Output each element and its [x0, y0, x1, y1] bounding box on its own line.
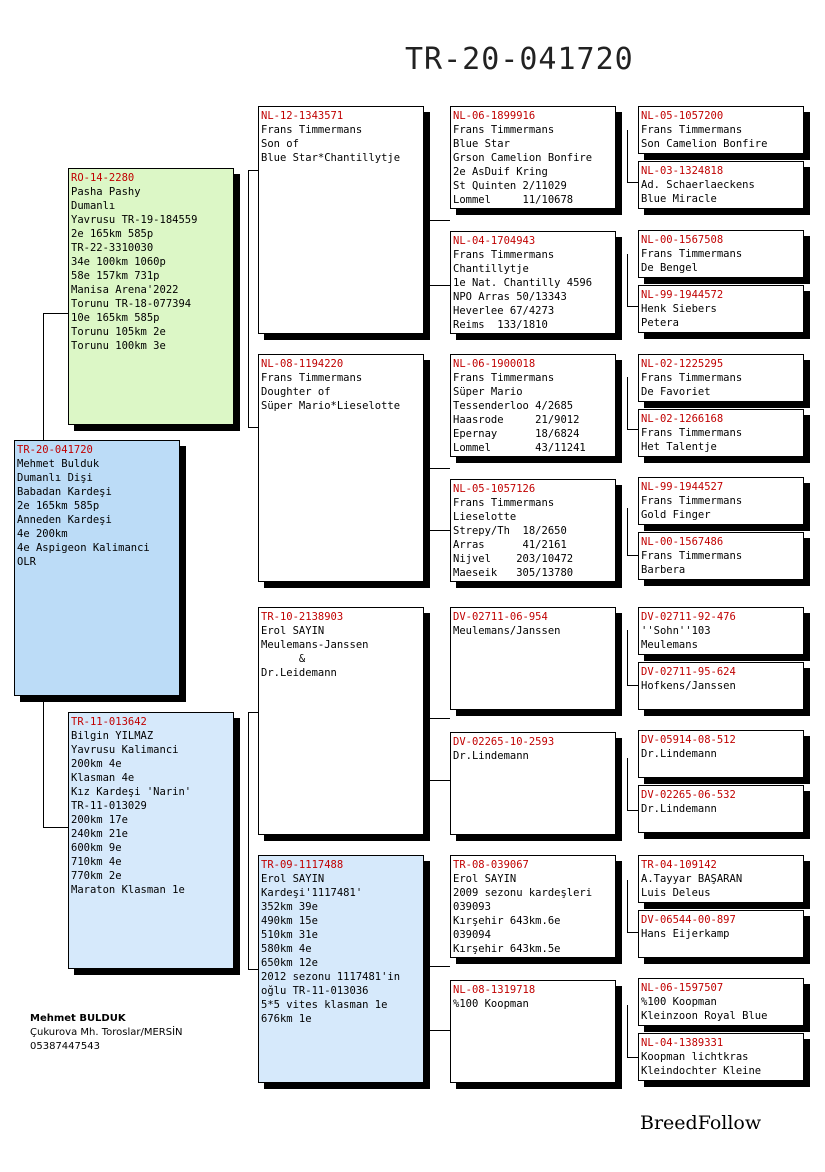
- pedigree-box-sire-sire: NL-12-1343571 Frans Timmermans Son of Blue Star*Chantillytje: [258, 106, 424, 334]
- ring-number: TR-10-2138903: [261, 611, 344, 623]
- ring-number: TR-04-109142: [641, 859, 717, 871]
- pedigree-box-g16: NL-04-1389331 Koopman lichtkras Kleindochter Kleine: [638, 1033, 804, 1081]
- pedigree-box-g4: NL-99-1944572 Henk Siebers Petera: [638, 285, 804, 333]
- ring-number: DV-02711-06-954: [453, 611, 548, 623]
- ring-number: NL-00-1567508: [641, 234, 724, 246]
- pedigree-box-dsd: DV-02265-10-2593 Dr.Lindemann: [450, 732, 616, 835]
- ring-number: NL-06-1900018: [453, 358, 536, 370]
- ring-number: NL-04-1389331: [641, 1037, 724, 1049]
- pedigree-box-sire-dam: NL-08-1194220 Frans Timmermans Doughter of Süper Mario*Lieselotte: [258, 354, 424, 582]
- pedigree-box-g9: DV-02711-92-476 ''Sohn''103 Meulemans: [638, 607, 804, 655]
- pedigree-box-g10: DV-02711-95-624 Hofkens/Janssen: [638, 662, 804, 710]
- pedigree-box-ddd: NL-08-1319718 %100 Koopman: [450, 980, 616, 1083]
- owner-address: Çukurova Mh. Toroslar/MERSİN: [30, 1027, 183, 1038]
- ring-number: NL-99-1944572: [641, 289, 724, 301]
- owner-info: [30, 1012, 183, 1054]
- ring-number: NL-04-1704943: [453, 235, 536, 247]
- pedigree-box-sss: NL-06-1899916 Frans Timmermans Blue Star Grson Camelion Bonfire 2e AsDuif Kring St Quinten 2/11029 Lommel 11/10678: [450, 106, 616, 209]
- pedigree-box-dam: TR-11-013642 Bilgin YILMAZ Yavrusu Kalimanci 200km 4e Klasman 4e Kız Kardeşi 'Narin' TR-11-013029 200km 17e 240km 21e 600km 9e 710km 4e 770km 2e Maraton Klasman 1e: [68, 712, 234, 969]
- pedigree-box-g7: NL-99-1944527 Frans Timmermans Gold Finger: [638, 477, 804, 525]
- ring-number: TR-20-041720: [17, 444, 93, 456]
- pedigree-box-g1: NL-05-1057200 Frans Timmermans Son Camelion Bonfire: [638, 106, 804, 154]
- ring-number: TR-08-039067: [453, 859, 529, 871]
- ring-number: NL-12-1343571: [261, 110, 344, 122]
- ring-number: DV-02265-10-2593: [453, 736, 555, 748]
- owner-name: Mehmet BULDUK: [30, 1013, 126, 1024]
- pedigree-box-dam-dam: TR-09-1117488 Erol SAYIN Kardeşi'1117481' 352km 39e 490km 15e 510km 31e 580km 4e 650km 12e 2012 sezonu 1117481'in oğlu TR-11-013036 5*5 vites klasman 1e 676km 1e: [258, 855, 424, 1083]
- pedigree-box-g5: NL-02-1225295 Frans Timmermans De Favoriet: [638, 354, 804, 402]
- pedigree-box-g15: NL-06-1597507 %100 Koopman Kleinzoon Royal Blue: [638, 978, 804, 1026]
- ring-number: NL-02-1225295: [641, 358, 724, 370]
- ring-number: NL-05-1057200: [641, 110, 724, 122]
- ring-number: NL-00-1567486: [641, 536, 724, 548]
- pedigree-box-dss: DV-02711-06-954 Meulemans/Janssen: [450, 607, 616, 710]
- pedigree-box-g3: NL-00-1567508 Frans Timmermans De Bengel: [638, 230, 804, 278]
- ring-number: NL-06-1597507: [641, 982, 724, 994]
- pedigree-box-sds: NL-06-1900018 Frans Timmermans Süper Mario Tessenderloo 4/2685 Haasrode 21/9012 Epernay 18/6824 Lommel 43/11241: [450, 354, 616, 457]
- pedigree-box-g14: DV-06544-00-897 Hans Eijerkamp: [638, 910, 804, 958]
- brand-logo: BreedFollow: [640, 1112, 762, 1134]
- pedigree-box-dam-sire: TR-10-2138903 Erol SAYIN Meulemans-Janssen & Dr.Leidemann: [258, 607, 424, 835]
- pedigree-box-g6: NL-02-1266168 Frans Timmermans Het Talentje: [638, 409, 804, 457]
- pedigree-box-g11: DV-05914-08-512 Dr.Lindemann: [638, 730, 804, 778]
- ring-number: NL-02-1266168: [641, 413, 724, 425]
- ring-number: TR-11-013642: [71, 716, 147, 728]
- ring-number: NL-08-1194220: [261, 358, 344, 370]
- ring-number: TR-09-1117488: [261, 859, 344, 871]
- pedigree-box-subject: TR-20-041720 Mehmet Bulduk Dumanlı Dişi Babadan Kardeşi 2e 165km 585p Anneden Kardeşi 4e 200km 4e Aspigeon Kalimanci OLR: [14, 440, 180, 696]
- pedigree-box-sire: RO-14-2280 Pasha Pashy Dumanlı Yavrusu TR-19-184559 2e 165km 585p TR-22-3310030 34e 100km 1060p 58e 157km 731p Manisa Arena'2022 Torunu TR-18-077394 10e 165km 585p Torunu 105km 2e Torunu 100km 3e: [68, 168, 234, 425]
- ring-number: NL-05-1057126: [453, 483, 536, 495]
- ring-number: NL-06-1899916: [453, 110, 536, 122]
- pedigree-box-g12: DV-02265-06-532 Dr.Lindemann: [638, 785, 804, 833]
- owner-phone: 05387447543: [30, 1041, 100, 1052]
- pedigree-box-g8: NL-00-1567486 Frans Timmermans Barbera: [638, 532, 804, 580]
- ring-number: RO-14-2280: [71, 172, 135, 184]
- pedigree-box-ssd: NL-04-1704943 Frans Timmermans Chantillytje 1e Nat. Chantilly 4596 NPO Arras 50/13343 Heverlee 67/4273 Reims 133/1810: [450, 231, 616, 334]
- pedigree-box-sdd: NL-05-1057126 Frans Timmermans Lieselotte Strepy/Th 18/2650 Arras 41/2161 Nijvel 203/10472 Maeseik 305/13780: [450, 479, 616, 582]
- ring-number: DV-05914-08-512: [641, 734, 736, 746]
- pedigree-box-g2: NL-03-1324818 Ad. Schaerlaeckens Blue Miracle: [638, 161, 804, 209]
- ring-number: NL-03-1324818: [641, 165, 724, 177]
- ring-number: NL-99-1944527: [641, 481, 724, 493]
- ring-number: DV-02711-92-476: [641, 611, 736, 623]
- ring-number: DV-06544-00-897: [641, 914, 736, 926]
- page-title: TR-20-041720: [405, 42, 634, 77]
- ring-number: DV-02265-06-532: [641, 789, 736, 801]
- pedigree-box-dds: TR-08-039067 Erol SAYIN 2009 sezonu kardeşleri 039093 Kırşehir 643km.6e 039094 Kırşehir 643km.5e: [450, 855, 616, 958]
- pedigree-box-g13: TR-04-109142 A.Tayyar BAŞARAN Luis Deleus: [638, 855, 804, 903]
- ring-number: DV-02711-95-624: [641, 666, 736, 678]
- ring-number: NL-08-1319718: [453, 984, 536, 996]
